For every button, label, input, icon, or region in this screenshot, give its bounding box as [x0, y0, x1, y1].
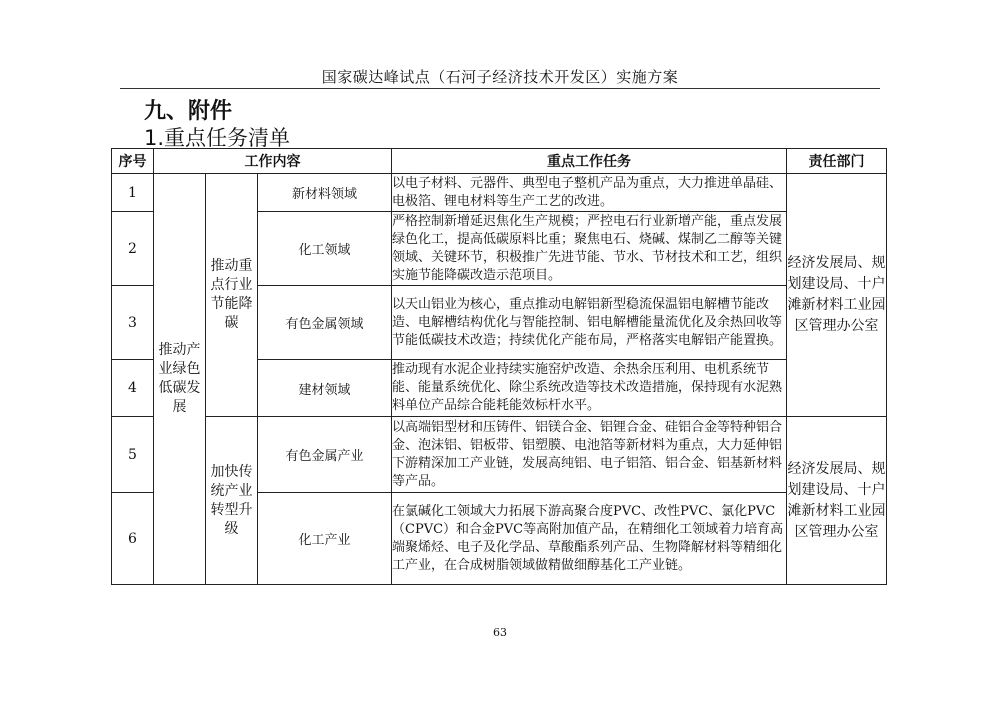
dept-cell: 经济发展局、规划建设局、十户滩新材料工业园区管理办公室	[787, 417, 887, 585]
header-rule	[120, 88, 880, 89]
table-row	[112, 174, 887, 212]
task-cell: 以电子材料、元器件、典型电子整机产品为重点，大力推进单晶硅、电极箔、锂电材料等生产工艺的改进。	[392, 174, 787, 212]
header-no: 序号	[112, 149, 154, 174]
field-cell: 化工产业	[258, 493, 392, 585]
row-number: 4	[112, 360, 154, 417]
sub-title: 1.重点任务清单	[144, 126, 291, 150]
group-label: 推动重点行业节能降碳	[206, 174, 258, 417]
header-content: 工作内容	[154, 149, 392, 174]
header-task: 重点工作任务	[392, 149, 787, 174]
table-row	[112, 417, 887, 493]
group-label: 加快传统产业转型升级	[206, 417, 258, 585]
task-cell: 推动现有水泥企业持续实施窑炉改造、余热余压利用、电机系统节能、能量系统优化、除尘系统改造等技术改造措施，保持现有水泥熟料单位产品综合能耗能效标杆水平。	[392, 360, 787, 417]
header-dept: 责任部门	[787, 149, 887, 174]
task-cell: 在氯碱化工领域大力拓展下游高聚合度PVC、改性PVC、氯化PVC（CPVC）和合金PVC等高附加值产品，在精细化工领域着力培育高端聚烯烃、电子及化学品、草酸酯系列产品、生物降解材料等精细化工产业，在合成树脂领域做精做细醇基化工产业链。	[392, 493, 787, 585]
row-number: 3	[112, 286, 154, 360]
row-number: 1	[112, 174, 154, 212]
category-cell: 推动产业绿色低碳发展	[154, 174, 206, 585]
row-number: 5	[112, 417, 154, 493]
field-cell: 有色金属领域	[258, 286, 392, 360]
row-number: 6	[112, 493, 154, 585]
task-cell: 严格控制新增延迟焦化生产规模；严控电石行业新增产能，重点发展绿色化工，提高低碳原料比重；聚焦电石、烧碱、煤制乙二醇等关键领域、关键环节，积极推广先进节能、节水、节材技术和工艺，组织实施节能降碳改造示范项目。	[392, 212, 787, 286]
section-title: 九、附件	[144, 99, 233, 124]
task-table	[111, 148, 887, 585]
field-cell: 新材料领域	[258, 174, 392, 212]
field-cell: 有色金属产业	[258, 417, 392, 493]
row-number: 2	[112, 212, 154, 286]
task-cell: 以高端铝型材和压铸件、铝镁合金、铝锂合金、硅铝合金等特种铝合金、泡沫铝、铝板带、铝塑膜、电池箔等新材料为重点，大力延伸铝下游精深加工产业链，发展高纯铝、电子铝箔、铝合金、铝基新材料等产品。	[392, 417, 787, 493]
table-header-row	[112, 149, 887, 174]
dept-cell: 经济发展局、规划建设局、十户滩新材料工业园区管理办公室	[787, 174, 887, 417]
field-cell: 化工领域	[258, 212, 392, 286]
task-cell: 以天山铝业为核心，重点推动电解铝新型稳流保温铝电解槽节能改造、电解槽结构优化与智能控制、铝电解槽能量流优化及余热回收等节能低碳技术改造；持续优化产能布局，严格落实电解铝产能置换。	[392, 286, 787, 360]
document-header: 国家碳达峰试点（石河子经济技术开发区）实施方案	[321, 68, 679, 86]
page-number: 63	[493, 626, 507, 639]
field-cell: 建材领域	[258, 360, 392, 417]
